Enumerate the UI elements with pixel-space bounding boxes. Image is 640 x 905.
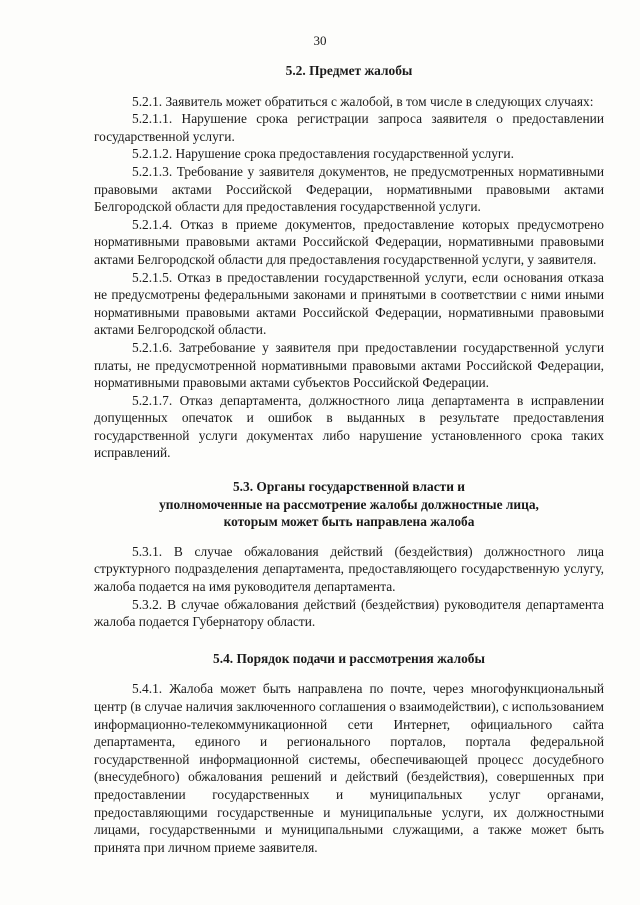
paragraph: 5.2.1.6. Затребование у заявителя при предоставлении государственной услуги платы, не предусмотренной нормативными правовыми актами Российской Федерации, нормативными правовыми актами субъектов Российской Федерации.	[94, 339, 604, 391]
paragraph: 5.2.1.2. Нарушение срока предоставления государственной услуги.	[132, 146, 514, 162]
section-heading	[94, 478, 604, 531]
section-heading-line: уполномоченные на рассмотрение жалобы должностные лица,	[159, 496, 539, 512]
section-heading-line: 5.3. Органы государственной власти и	[232, 479, 465, 495]
section-5-2	[94, 62, 604, 462]
paragraph: 5.3.2. В случае обжалования действий (бездействия) руководителя департамента жалоба подается Губернатору области.	[94, 596, 604, 630]
section-heading: 5.4. Порядок подачи и рассмотрения жалобы	[213, 650, 485, 666]
section-5-3	[94, 478, 604, 631]
document-body	[94, 62, 604, 856]
paragraph: 5.2.1.7. Отказ департамента, должностного лица департамента в исправлении допущенных опечаток и ошибок в выданных в результате предоставления государственной услуги документах либо нарушение установленного срока таких исправлений.	[94, 392, 604, 461]
paragraph: 5.2.1.4. Отказ в приеме документов, предоставление которых предусмотрено нормативными правовыми актами Российской Федерации, нормативными правовыми актами Белгородской области для предоставления государственной услуги, у заявителя.	[94, 216, 604, 267]
paragraph: 5.2.1.1. Нарушение срока регистрации запроса заявителя о предоставлении государственной услуги.	[94, 111, 604, 144]
paragraph: 5.2.1.5. Отказ в предоставлении государственной услуги, если основания отказа не предусмотрены федеральными законами и принятыми в соответствии с ними иными нормативными правовыми актами Российской Федерации, нормативными правовыми актами Белгородской области.	[94, 269, 604, 338]
section-5-4	[94, 650, 604, 857]
section-heading: 5.2. Предмет жалобы	[285, 63, 413, 78]
page-number: 30	[313, 33, 327, 48]
paragraph: 5.2.1. Заявитель может обратиться с жалобой, в том числе в следующих случаях:	[132, 93, 594, 109]
paragraph: 5.4.1. Жалоба может быть направлена по почте, через многофункциональный центр (в случае наличия заключенного соглашения о взаимодействии), с использованием информационно-телекоммуникационной сети Интернет, официального сайта департамента, единого и регионального порталов, портала федеральной государственной информационной системы, обеспечивающей процесс досудебного (внесудебного) обжалования решений и действий (бездействия), совершенных при предоставлении государственных и муниципальных услуг органами, предоставляющими государственные и муниципальные услуги, их должностными лицами, государственными и муниципальными служащими, а также может быть принята при личном приеме заявителя.	[94, 681, 604, 855]
paragraph: 5.3.1. В случае обжалования действий (бездействия) должностного лица структурного подразделения департамента, предоставляющего государственную услугу, жалоба подается на имя руководителя департамента.	[94, 543, 604, 595]
section-heading-line: которым может быть направлена жалоба	[223, 514, 475, 530]
paragraph: 5.2.1.3. Требование у заявителя документов, не предусмотренных нормативными правовыми актами Российской Федерации, нормативными правовыми актами Белгородской области для предоставления государственной услуги.	[94, 163, 604, 215]
